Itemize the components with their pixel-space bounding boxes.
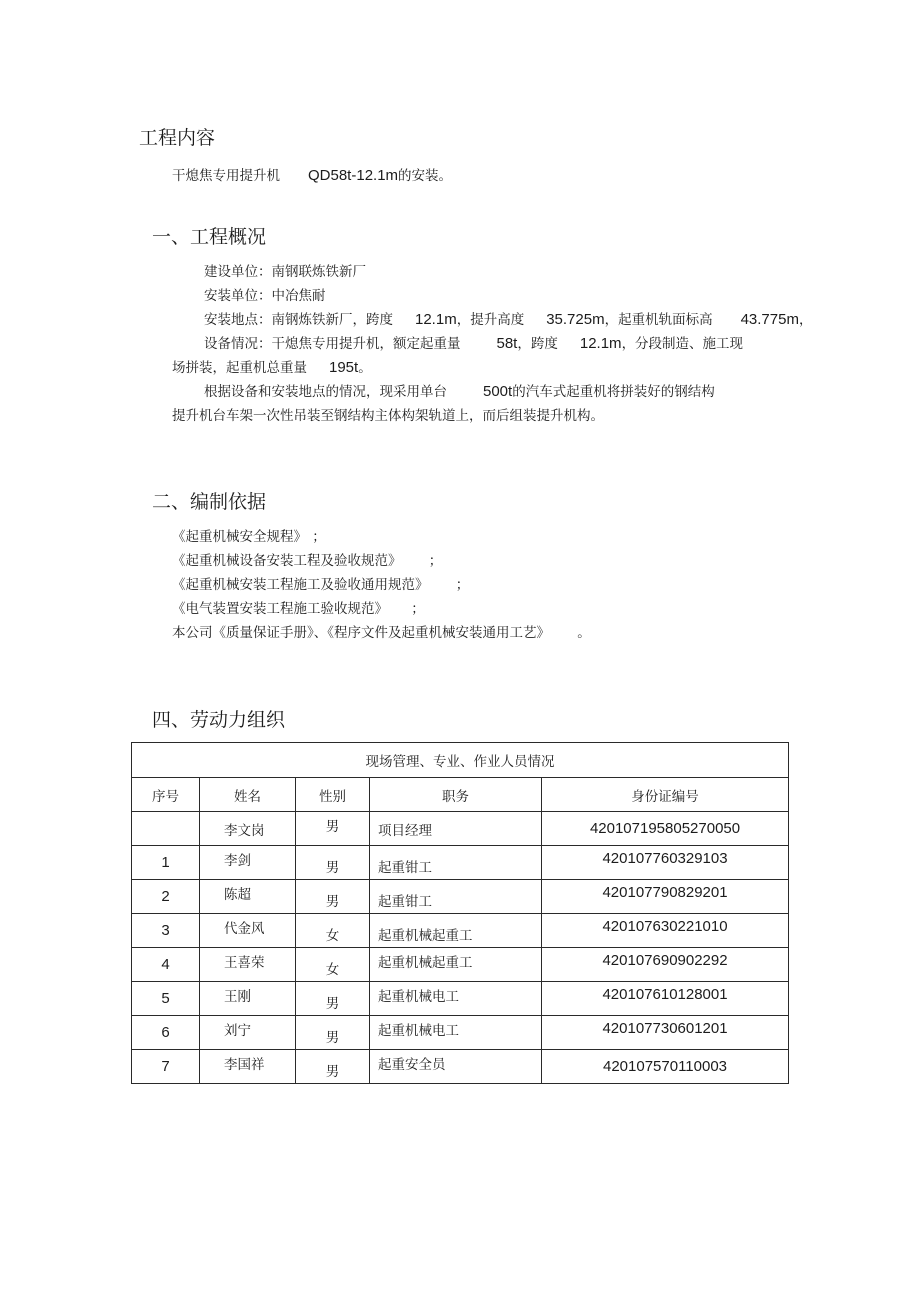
project-heading: 工程内容 [139,127,216,149]
row-name: 代金风 [224,920,265,937]
row-name: 刘宁 [224,1022,251,1039]
row-name: 李文岗 [200,812,296,846]
span2-value: 12.1m [579,335,622,352]
column-header: 职务 [370,778,542,812]
row-name: 王刚 [224,988,251,1005]
row-name: 李剑 [224,852,251,869]
table-title-row [132,743,789,778]
equipment-suffix: ，分段制造、施工现 [621,336,744,352]
basis-item-end: ； [428,553,443,569]
row-gender: 男 [325,818,340,835]
equipment-info-line2 [172,356,372,376]
basis-item [172,525,326,545]
location-prefix: 安装地点：南钢炼铁新厂，跨度 [204,312,393,328]
overview-heading: 一、工程概况 [152,226,267,248]
row-id: 420107760329103 [602,850,728,867]
row-number: 2 [132,880,200,914]
row-number: 5 [132,982,200,1016]
lift-height-label: ，提升高度 [456,312,525,328]
basis-item-end: ； [411,601,425,617]
crane-capacity-value: 500t [483,383,513,400]
row-id: 420107690902292 [602,952,728,969]
row-gender: 男 [325,859,340,876]
row-name: 李国祥 [224,1056,265,1073]
row-role: 起重安全员 [378,1056,446,1073]
rail-label: ，起重机轨面标高 [604,312,713,328]
table-row [132,1050,789,1084]
basis-item [172,573,469,593]
method-line1 [204,380,715,400]
labor-heading: 四、劳动力组织 [152,709,286,731]
span-label: ，跨度 [517,336,558,352]
row-gender: 女 [325,927,340,944]
basis-item-end: ； [455,577,470,593]
basis-heading: 二、编制依据 [152,491,267,513]
row-number: 4 [132,948,200,982]
lift-height-value: 35.725m [546,311,605,328]
basis-item [172,549,442,569]
project-content-prefix: 干熄焦专用提升机 [172,168,280,184]
table-title: 现场管理、专业、作业人员情况 [132,743,789,778]
column-header: 姓名 [200,778,296,812]
table-row [132,812,789,846]
column-header: 身份证编号 [542,778,789,812]
table-header-row [132,778,789,812]
row-number: 3 [132,914,200,948]
row-id: 420107630221010 [602,918,728,935]
equipment-line2-prefix: 场拼装，起重机总重量 [172,360,307,376]
row-id: 420107610128001 [602,986,728,1003]
column-header: 序号 [132,778,200,812]
row-gender: 女 [325,961,340,978]
row-id: 420107195805270050 [542,812,789,846]
basis-item [172,621,591,641]
equipment-info [204,332,743,352]
row-role: 项目经理 [370,812,542,846]
basis-item-end: 。 [577,625,591,641]
row-gender: 男 [325,1029,340,1046]
basis-item [172,597,425,617]
rail-height-value: 43.775m [740,311,799,328]
table-row [132,880,789,914]
row-gender: 男 [325,893,340,910]
rated-load-value: 58t [496,335,518,352]
row-number: 6 [132,1016,200,1050]
basis-item-end: ； [312,529,326,545]
table-row [132,1016,789,1050]
row-role: 起重机械电工 [378,988,459,1005]
row-gender: 男 [325,995,340,1012]
row-number: 7 [132,1050,200,1084]
build-unit: 建设单位：南钢联炼铁新厂 [204,264,366,280]
project-content-suffix: 的安装。 [398,168,453,184]
row-id: 420107570110003 [542,1050,789,1084]
table-row [132,948,789,982]
equipment-line2-suffix: 。 [358,360,372,376]
row-role: 起重钳工 [378,893,432,910]
basis-item-title: 《电气装置安装工程施工验收规范》 [172,601,382,617]
install-location [204,308,812,328]
row-number [132,812,200,846]
row-number: 1 [132,846,200,880]
row-role: 起重机械电工 [378,1022,459,1039]
row-role: 起重钳工 [378,859,432,876]
method-suffix: 的汽车式起重机将拼装好的钢结构 [512,384,715,400]
basis-item-title: 本公司《质量保证手册》、《程序文件及起重机械安装通用工艺》 [172,625,544,641]
row-id: 420107730601201 [602,1020,728,1037]
row-id: 420107790829201 [602,884,728,901]
row-name: 陈超 [224,886,251,903]
staff-table [131,742,789,1084]
table-row [132,982,789,1016]
table-row [132,846,789,880]
total-weight-value: 195t [329,359,359,376]
project-content [172,164,452,184]
row-role: 起重机械起重工 [378,927,473,944]
project-model: QD58t-12.1m [308,167,399,184]
table-row [132,914,789,948]
row-name: 王喜荣 [224,954,265,971]
basis-item-title: 《起重机械安全规程》 [172,529,301,545]
column-header: 性别 [296,778,370,812]
span-value: 12.1m [415,311,457,328]
rail-suffix: ， [798,312,813,328]
basis-item-title: 《起重机械设备安装工程及验收规范》 [172,553,395,569]
row-gender: 男 [325,1063,340,1080]
method-line2: 提升机台车架一次性吊装至钢结构主体构架轨道上，而后组装提升机构。 [172,408,604,424]
method-prefix: 根据设备和安装地点的情况，现采用单台 [204,384,447,400]
row-role: 起重机械起重工 [378,954,473,971]
equipment-prefix: 设备情况：干熄焦专用提升机，额定起重量 [204,336,461,352]
install-unit: 安装单位：中冶焦耐 [204,288,326,304]
basis-item-title: 《起重机械安装工程施工及验收通用规范》 [172,577,422,593]
